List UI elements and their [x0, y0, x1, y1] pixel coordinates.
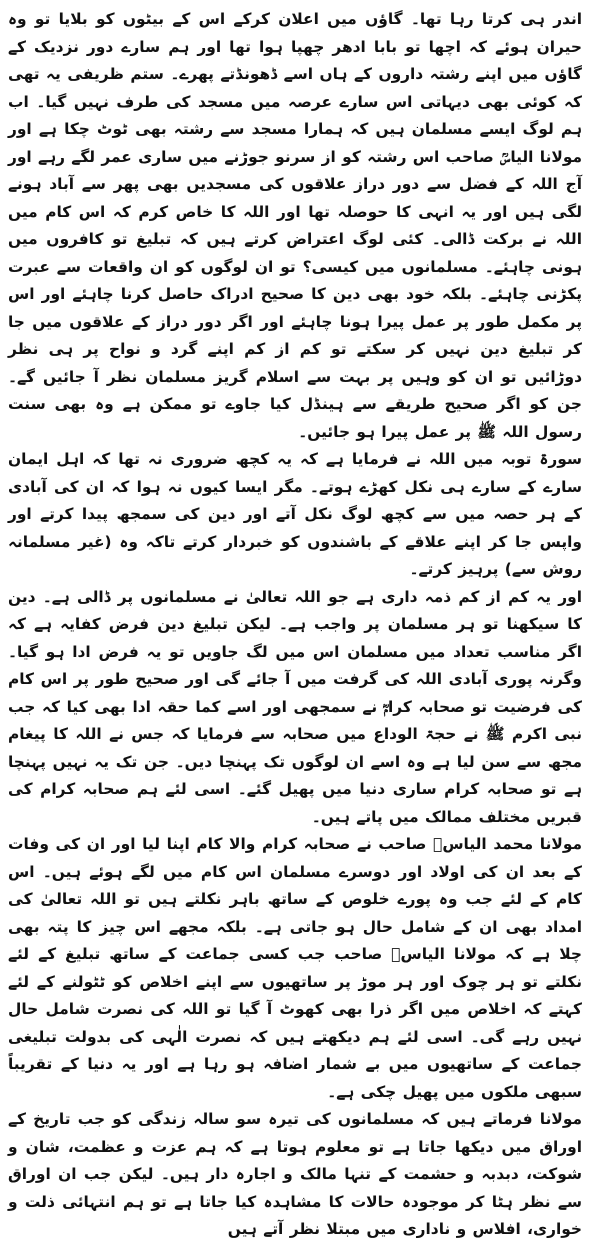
- paragraph-surah-tauba: سورۃ توبہ میں اللہ نے فرمایا ہے کہ یہ کچھ ضروری نہ تھا کہ اہل ایمان سارے کے سارے ہی نکل کھڑے ہوتے۔ مگر ایسا کیوں نہ ہوا کہ ان کی آبادی کے ہر حصہ میں سے کچھ لوگ نکل آتے اور دین کی سمجھ پیدا کرتے اور واپس جا کر اپنے علاقے کے باشندوں کو خبردار کرتے تاکہ وہ (غیر مسلمانہ روش سے) پرہیز کرتے۔: [8, 450, 582, 578]
- paragraph-maulana-ilyas: مولانا محمد الیاسؒ صاحب نے صحابہ کرام والا کام اپنا لیا اور ان کی وفات کے بعد ان کی اولاد اور دوسرے مسلمان اس کام میں لگے ہوئے ہیں۔ اس کام کے لئے جب وہ پورے خلوص کے ساتھ باہر نکلتے ہیں تو اللہ تعالیٰ کی امداد بھی ان کے شامل حال ہو جاتی ہے۔ بلکہ مجھے اس چیز کا پتہ بھی چلا ہے کہ مولانا الیاسؒ صاحب جب کسی جماعت کے ساتھ تبلیغ کے لئے نکلتے تو ہر چوک اور ہر موڑ پر ساتھیوں سے اپنے اخلاص کو ٹٹولنے کے لئے کہتے کہ اخلاص میں اگر ذرا بھی کھوٹ آ گیا تو اللہ کی نصرت شامل حال نہیں رہے گی۔ اسی لئے ہم دیکھتے ہیں کہ نصرت الٰہی کی بدولت تبلیغی جماعت کے ساتھیوں میں بے شمار اضافہ ہو رہا ہے اور یہ دنیا کے تقریباً سبھی ملکوں میں پھیل چکی ہے۔: [8, 835, 582, 1101]
- paragraph-duty-of-tabligh: اور یہ کم از کم ذمہ داری ہے جو اللہ تعالیٰ نے مسلمانوں پر ڈالی ہے۔ دین کا سیکھنا تو ہر مسلمان پر واجب ہے۔ لیکن تبلیغ دین فرض کفایہ ہے کہ اگر مناسب تعداد میں مسلمان اس میں لگ جاویں تو یہ فرض ادا ہو گیا۔ وگرنہ پوری آبادی اللہ کی گرفت میں آ جائے گی اور صحیح طور پر اس کام کی فرضیت تو صحابہ کرامؓ نے سمجھی اور اسے کما حقہ ادا بھی کیا کہ جب نبی اکرم ﷺ نے حجۃ الوداع میں صحابہ سے فرمایا کہ جس نے اللہ کا پیغام مجھ سے سن لیا ہے وہ اسے ان لوگوں تک پہنچا دیں۔ جن تک یہ نہیں پہنچا ہے تو صحابہ کرام ساری دنیا میں پھیل گئے۔ اسی لئے ہم صحابہ کرام کی قبریں مختلف ممالک میں پاتے ہیں۔: [8, 587, 582, 826]
- paragraph-village-mosque: اندر ہی کرتا رہا تھا۔ گاؤں میں اعلان کرکے اس کے بیٹوں کو بلایا تو وہ حیران ہوئے کہ اچھا تو بابا ادھر چھپا ہوا تھا اور ہم سارے دور نزدیک کے گاؤں میں اپنے رشتہ داروں کے ہاں اسے ڈھونڈتے پھرے۔ ستم ظریفی یہ تھی کہ کوئی بھی دیہاتی اس سارے عرصہ میں مسجد کی طرف نہیں گیا۔ اب ہم لوگ ایسے مسلمان ہیں کہ ہمارا مسجد سے رشتہ بھی ٹوٹ چکا ہے اور مولانا الیاسؒ صاحب اس رشتہ کو از سرنو جوڑنے میں ساری عمر لگے رہے اور آج اللہ کے فضل سے دور دراز علاقوں کی مسجدیں بھی پھر سے آباد ہونے لگی ہیں اور یہ انہی کا حوصلہ تھا اور اللہ کا خاص کرم کہ اس کام میں اللہ نے برکت ڈالی۔ کئی لوگ اعتراض کرتے ہیں کہ تبلیغ تو کافروں میں ہونی چاہئے۔ مسلمانوں میں کیسی؟ تو ان لوگوں کو ان واقعات سے عبرت پکڑنی چاہئے۔ بلکہ خود بھی دین کا صحیح ادراک حاصل کرنا چاہئے اور اس پر مکمل طور پر عمل پیرا ہونا چاہئے اور اگر دور دراز کے علاقوں میں جا کر تبلیغ دین نہیں کر سکتے تو کم از کم اپنے گرد و نواح پر ہی نظر دوڑائیں تو ان کو وہیں پر بہت سے اسلام گریز مسلمان نظر آ جائیں گے۔ جن کو اگر صحیح طریقے سے ہینڈل کیا جاوے تو ممکن ہے وہ بھی سنت رسول اللہ ﷺ پر عمل پیرا ہو جائیں۔: [7, 10, 582, 441]
- paragraph-muslim-history: مولانا فرماتے ہیں کہ مسلمانوں کی تیرہ سو سالہ زندگی کو جب تاریخ کے اوراق میں دیکھا جاتا ہے تو معلوم ہوتا ہے کہ ہم عزت و عظمت، شان و شوکت، دبدبہ و حشمت کے تنہا مالک و اجارہ دار ہیں۔ لیکن جب ان اوراق سے نظر ہٹا کر موجودہ حالات کا مشاہدہ کیا جاتا ہے تو ہم انتہائی ذلت و خواری، افلاس و ناداری میں مبتلا نظر آتے ہیں: [8, 1110, 582, 1238]
